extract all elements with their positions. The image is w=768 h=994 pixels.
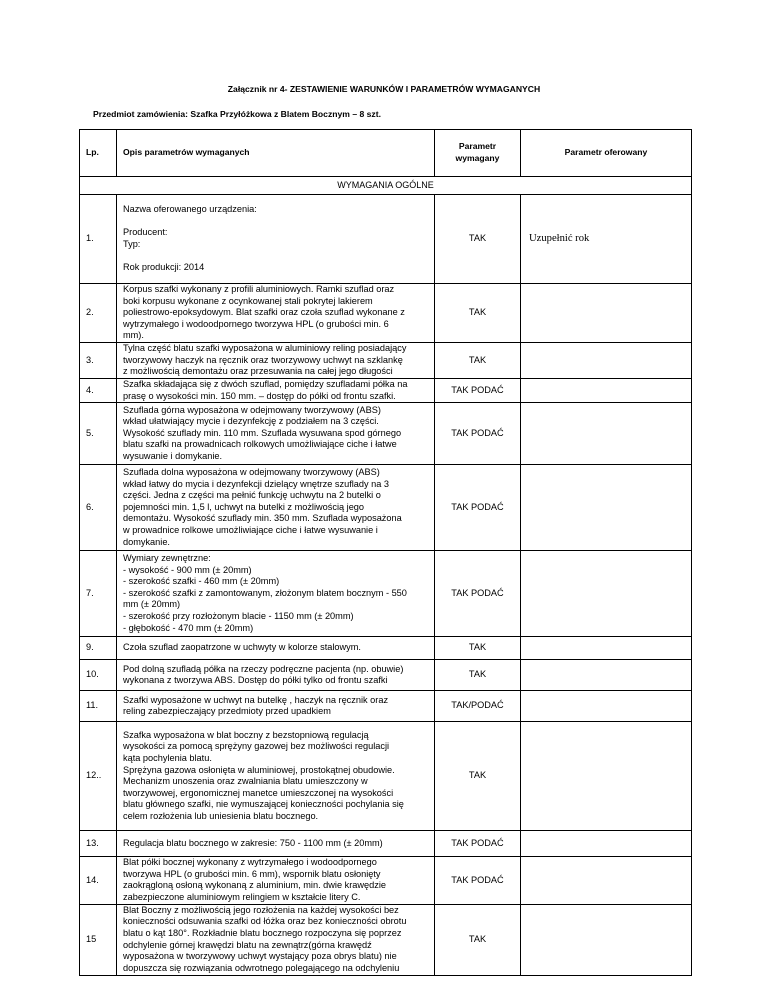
description-line: blatu szafki na prowadnicach rolkowych umożliwiające ciche i łatwe — [123, 439, 397, 450]
description-line: Blat Boczny z możliwością jego rozłożenia na każdej wysokości bez — [123, 904, 399, 915]
description-line: odchylenie górnej krawędzi blatu na zewnątrz(górna krawędź — [123, 939, 372, 950]
description-line: wkład łatwy do mycia i dezynfekcji dzielący wnętrze szuflady na 3 — [123, 478, 390, 489]
description-line: tworzywowy haczyk na ręcznik oraz tworzywowy uchwyt na szklankę — [123, 354, 403, 365]
table-row — [80, 831, 692, 857]
description-line: w prowadnice rolkowe umożliwiające ciche i łatwe wysuwanie i — [123, 525, 378, 536]
row-offered-value[interactable] — [521, 637, 692, 660]
header-offered: Parametr oferowany — [521, 130, 692, 177]
row-offered-value[interactable] — [521, 722, 692, 831]
table-row — [80, 284, 692, 343]
row-number: 3. — [80, 342, 117, 378]
row-description — [117, 660, 435, 691]
row-number: 13. — [80, 831, 117, 857]
description-line: Regulacja blatu bocznego w zakresie: 750 - 1100 mm (± 20mm) — [123, 837, 383, 848]
description-line: Wymiary zewnętrzne: — [123, 553, 211, 564]
description-line: tworzywa HPL (o grubości min. 6 mm), wspornik blatu osłonięty — [123, 868, 381, 879]
description-line: - szerokość szafki z zamontowanym, złożonym blatem bocznym - 550 — [123, 587, 407, 598]
header-required: Parametr wymagany — [435, 130, 521, 177]
table-row — [80, 378, 692, 402]
row-number: 5. — [80, 403, 117, 465]
row-description — [117, 195, 435, 284]
row-required-value: TAK — [435, 195, 521, 284]
table-row — [80, 660, 692, 691]
description-line — [123, 216, 428, 228]
table-row — [80, 403, 692, 465]
row-offered-value[interactable] — [521, 465, 692, 551]
description-line: Sprężyna gazowa osłonięta w aluminiowej, prostokątnej obudowie. — [123, 764, 395, 775]
row-required-value: TAK/PODAĆ — [435, 691, 521, 722]
table-row — [80, 637, 692, 660]
description-line: konieczności odsuwania szafki od łóżka oraz bez konieczności obrotu — [123, 916, 407, 927]
row-number: 11. — [80, 691, 117, 722]
row-description — [117, 342, 435, 378]
description-line: Producent: — [123, 227, 168, 238]
parameters-table — [79, 129, 692, 976]
table-row — [80, 691, 692, 722]
row-description — [117, 403, 435, 465]
description-line: pojemności min. 1,5 l, uchwyt na butelki z możliwością jego — [123, 501, 365, 512]
description-line: Szafka składająca się z dwóch szuflad, pomiędzy szufladami półka na — [123, 378, 408, 389]
section-title: WYMAGANIA OGÓLNE — [80, 177, 692, 195]
row-description — [117, 831, 435, 857]
description-line: celem rozłożenia lub uniesienia blatu bocznego. — [123, 810, 319, 821]
description-line: wyposażona w tworzywowy uchwyt wystający poza obrys blatu) nie — [123, 951, 397, 962]
row-offered-value[interactable] — [521, 660, 692, 691]
row-required-value: TAK — [435, 904, 521, 975]
row-description — [117, 551, 435, 637]
row-required-value: TAK PODAĆ — [435, 378, 521, 402]
row-required-value: TAK — [435, 722, 521, 831]
description-line: blatu głównego szafki, nie wymuszającej konieczności pochylania się — [123, 799, 404, 810]
row-description — [117, 904, 435, 975]
description-line: Szuflada górna wyposażona w odejmowany tworzywowy (ABS) — [123, 404, 381, 415]
row-offered-value[interactable] — [521, 342, 692, 378]
row-required-value: TAK — [435, 342, 521, 378]
table-header-row — [80, 130, 692, 177]
description-line: poliestrowo-epoksydowym. Blat szafki oraz czoła szuflad wykonane z — [123, 307, 405, 318]
row-number: 14. — [80, 857, 117, 904]
description-line: tworzywowej, ergonomicznej manetce umieszczonej na wysokości — [123, 787, 394, 798]
description-line: domykanie. — [123, 536, 170, 547]
description-line: Szafka wyposażona w blat boczny z bezstopniową regulacją — [123, 729, 369, 740]
description-line: boki korpusu wykonane z ocynkowanej stali pokrytej lakierem — [123, 295, 373, 306]
description-line: wysuwanie i domykanie. — [123, 451, 223, 462]
row-required-value: TAK PODAĆ — [435, 857, 521, 904]
order-subject: Przedmiot zamówienia: Szafka Przyłóżkowa z Blatem Bocznym – 8 szt. — [93, 109, 381, 119]
row-offered-value[interactable] — [521, 857, 692, 904]
description-line: mm (± 20mm) — [123, 599, 181, 610]
description-line: mm). — [123, 330, 144, 341]
row-number: 15 — [80, 904, 117, 975]
description-line: Korpus szafki wykonany z profili aluminiowych. Ramki szuflad oraz — [123, 284, 395, 294]
header-lp: Lp. — [80, 130, 117, 177]
description-line: Pod dolną szufladą półka na rzeczy podręczne pacjenta (np. obuwie) — [123, 663, 404, 674]
row-required-value: TAK — [435, 637, 521, 660]
description-line: z możliwością demontażu oraz przesuwania na całej jego długości — [123, 366, 393, 377]
description-line: - szerokość szafki - 460 mm (± 20mm) — [123, 576, 280, 587]
row-number: 6. — [80, 465, 117, 551]
row-number: 4. — [80, 378, 117, 402]
row-description — [117, 857, 435, 904]
description-line: Szafki wyposażone w uchwyt na butelkę , haczyk na ręcznik oraz — [123, 694, 389, 705]
description-line: wysokości za pomocą sprężyny gazowej bez możliwości regulacji — [123, 741, 390, 752]
row-number: 9. — [80, 637, 117, 660]
row-offered-value[interactable] — [521, 403, 692, 465]
table-row — [80, 551, 692, 637]
row-required-value: TAK PODAĆ — [435, 465, 521, 551]
section-row — [80, 177, 692, 195]
description-line: Nazwa oferowanego urządzenia: — [123, 204, 257, 215]
description-line: demontażu. Wysokość szuflady min. 350 mm. Szuflada wyposażona — [123, 513, 402, 524]
description-line: Blat półki bocznej wykonany z wytrzymałego i wodoodpornego — [123, 857, 377, 868]
row-offered-value[interactable] — [521, 284, 692, 343]
row-required-value: TAK — [435, 284, 521, 343]
description-line: blatu o kąt 180°. Rozkładnie blatu bocznego rozpoczyna się poprzez — [123, 927, 402, 938]
row-number: 7. — [80, 551, 117, 637]
table-row — [80, 904, 692, 975]
description-line: Czoła szuflad zaopatrzone w uchwyty w kolorze stalowym. — [123, 642, 361, 653]
row-required-value: TAK PODAĆ — [435, 831, 521, 857]
description-line: Tylna część blatu szafki wyposażona w aluminiowy reling posiadający — [123, 343, 407, 354]
row-required-value: TAK PODAĆ — [435, 403, 521, 465]
row-offered-value[interactable] — [521, 551, 692, 637]
description-line: zaokrągloną osłoną wykonaną z aluminium, min. dwie krawędzie — [123, 880, 386, 891]
row-description — [117, 378, 435, 402]
row-number: 12.. — [80, 722, 117, 831]
row-offered-value[interactable] — [521, 378, 692, 402]
description-line: Wysokość szuflady min. 110 mm. Szuflada wysuwana spod górnego — [123, 427, 402, 438]
table-row — [80, 342, 692, 378]
header-description: Opis parametrów wymaganych — [117, 130, 435, 177]
description-line: Szuflada dolna wyposażona w odejmowany tworzywowy (ABS) — [123, 467, 380, 478]
row-description — [117, 284, 435, 343]
row-description — [117, 722, 435, 831]
description-line: zabezpieczone aluminiowym relingiem w kształcie litery C. — [123, 891, 361, 902]
row-offered-value[interactable] — [521, 831, 692, 857]
table-row — [80, 195, 692, 284]
description-line: - szerokość przy rozłożonym blacie - 1150 mm (± 20mm) — [123, 611, 354, 622]
row-number: 10. — [80, 660, 117, 691]
row-description — [117, 465, 435, 551]
row-description — [117, 691, 435, 722]
row-number: 1. — [80, 195, 117, 284]
description-line — [123, 251, 428, 263]
row-number: 2. — [80, 284, 117, 343]
description-line: reling zabezpieczający przedmioty przed upadkiem — [123, 706, 331, 717]
description-line: Rok produkcji: 2014 — [123, 262, 205, 273]
table-row — [80, 465, 692, 551]
row-offered-value[interactable]: Uzupełnić rok — [521, 195, 692, 284]
document-title: Załącznik nr 4- ZESTAWIENIE WARUNKÓW I PARAMETRÓW WYMAGANYCH — [227, 84, 541, 94]
description-line: wytrzymałego i wodoodpornego tworzywa HPL (o grubości min. 6 — [123, 318, 389, 329]
description-line: Mechanizm unoszenia oraz zwalniania blatu umieszczony w — [123, 776, 368, 787]
row-description — [117, 637, 435, 660]
description-line: wkład ułatwiający mycie i dezynfekcję z podziałem na 3 części. — [123, 416, 379, 427]
description-line: wykonana z tworzywa ABS. Dostęp do półki tylko od frontu szafki — [123, 675, 388, 686]
table-row — [80, 722, 692, 831]
description-line: Typ: — [123, 239, 141, 249]
description-line: - głębokość - 470 mm (± 20mm) — [123, 622, 254, 633]
description-line: - wysokość - 900 mm (± 20mm) — [123, 564, 252, 575]
description-line: kąta pochylenia blatu. — [123, 752, 212, 763]
description-line: prasę o wysokości min. 150 mm. – dostęp do półki od frontu szafki. — [123, 390, 396, 401]
description-line: dopuszcza się rozwiązania odwrotnego polegającego na odchyleniu — [123, 962, 400, 973]
row-required-value: TAK PODAĆ — [435, 551, 521, 637]
table-row — [80, 857, 692, 904]
row-offered-value[interactable] — [521, 691, 692, 722]
row-offered-value[interactable] — [521, 904, 692, 975]
description-line: części. Jedna z części ma pełnić funkcję uchwytu na 2 butelki o — [123, 490, 381, 501]
row-required-value: TAK — [435, 660, 521, 691]
